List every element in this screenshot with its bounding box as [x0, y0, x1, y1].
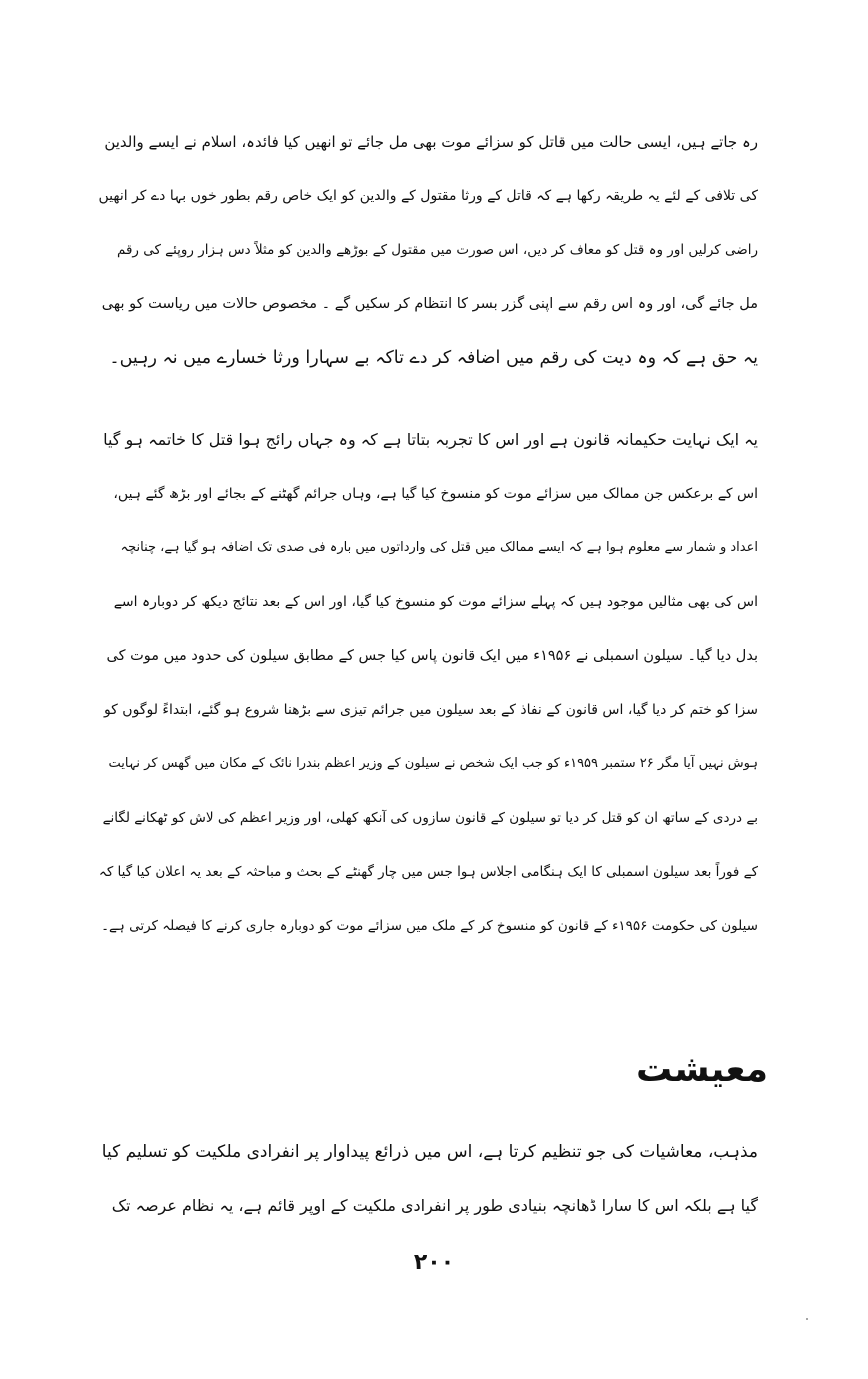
paragraph-ceylon-example: [98, 413, 758, 953]
text-line: گیا ہے بلکہ اس کا سارا ڈھانچہ بنیادی طور پر انفرادی ملکیت کے اوپر قائم ہے، یہ نظام عرصہ تک: [111, 1196, 758, 1215]
paragraph-economy: [98, 1125, 758, 1233]
paragraph-blood-money: [98, 115, 758, 385]
page-number: ۲۰۰: [413, 1250, 455, 1275]
text-line: یہ حق ہے کہ وہ دیت کی رقم میں اضافہ کر دے تاکہ بے سہارا ورثا خسارے میں نہ رہیں۔: [109, 348, 758, 368]
text-line: اس کی بھی مثالیں موجود ہیں کہ پہلے سزائے موت کو منسوخ کیا گیا، اور اس کے بعد نتائج دیکھ کر دوبارہ اسے: [113, 594, 758, 610]
text-line: اس کے برعکس جن ممالک میں سزائے موت کو منسوخ کیا گیا ہے، وہاں جرائم گھٹنے کے بجائے اور بڑھ گئے ہیں،: [113, 486, 758, 502]
text-line: اعداد و شمار سے معلوم ہوا ہے کہ ایسے ممالک میں قتل کی وارداتوں میں بارہ فی صدی تک اضافہ ہو گیا ہے، چنانچہ: [120, 540, 758, 555]
text-line: راضی کرلیں اور وہ قتل کو معاف کر دیں، اس صورت میں مقتول کے بوڑھے والدین کو مثلاً دس ہزار روپئے کی رقم: [116, 242, 758, 258]
text-line: یہ ایک نہایت حکیمانہ قانون ہے اور اس کا تجربہ بتاتا ہے کہ وہ جہاں رائج ہوا قتل کا خاتمہ ہو گیا: [103, 430, 758, 449]
text-line: سزا کو ختم کر دیا گیا، اس قانون کے نفاذ کے بعد سیلون میں جرائم تیزی سے بڑھنا شروع ہو گئے، ابتداءً لوگوں کو: [103, 702, 758, 718]
text-line: مذہب، معاشیات کی جو تنظیم کرتا ہے، اس میں ذرائع پیداوار پر انفرادی ملکیت کو تسلیم کیا: [101, 1142, 758, 1162]
text-line: کے فوراً بعد سیلون اسمبلی کا ایک ہنگامی اجلاس ہوا جس میں چار گھنٹے کے بحث و مباحثہ کے بعد یہ اعلان کیا گیا کہ: [98, 864, 758, 880]
section-heading: معیشت: [635, 1049, 768, 1090]
text-line: مل جائے گی، اور وہ اس رقم سے اپنی گزر بسر کا انتظام کر سکیں گے ۔ مخصوص حالات میں ریاست کو بھی: [101, 296, 758, 312]
scan-speck: [806, 1318, 808, 1320]
text-line: رہ جاتے ہیں، ایسی حالت میں قاتل کو سزائے موت بھی مل جائے تو انھیں کیا فائدہ، اسلام نے ایسے والدین: [104, 133, 758, 151]
text-line: بے دردی کے ساتھ ان کو قتل کر دیا تو سیلون کے قانون سازوں کی آنکھ کھلی، اور وزیر اعظم کی لاش کو ٹھکانے لگانے: [102, 810, 758, 826]
text-line: بدل دیا گیا۔ سیلون اسمبلی نے ۱۹۵۶ء میں ایک قانون پاس کیا جس کے مطابق سیلون کی حدود میں موت کی: [106, 648, 758, 664]
text-line: سیلون کی حکومت ۱۹۵۶ء کے قانون کو منسوخ کر کے ملک میں سزائے موت کو دوبارہ جاری کرنے کا فیصلہ کرتی ہے۔: [101, 918, 758, 934]
text-line: ہوش نہیں آیا مگر ۲۶ ستمبر ۱۹۵۹ء کو جب ایک شخص نے سیلون کے وزیر اعظم بندرا نائک کے مکان میں گھس کر نہایت: [108, 756, 758, 771]
text-line: کی تلافی کے لئے یہ طریقہ رکھا ہے کہ قاتل کے ورثا مقتول کے والدین کو ایک خاص رقم بطور خوں بہا دے کر انھیں: [98, 188, 758, 204]
